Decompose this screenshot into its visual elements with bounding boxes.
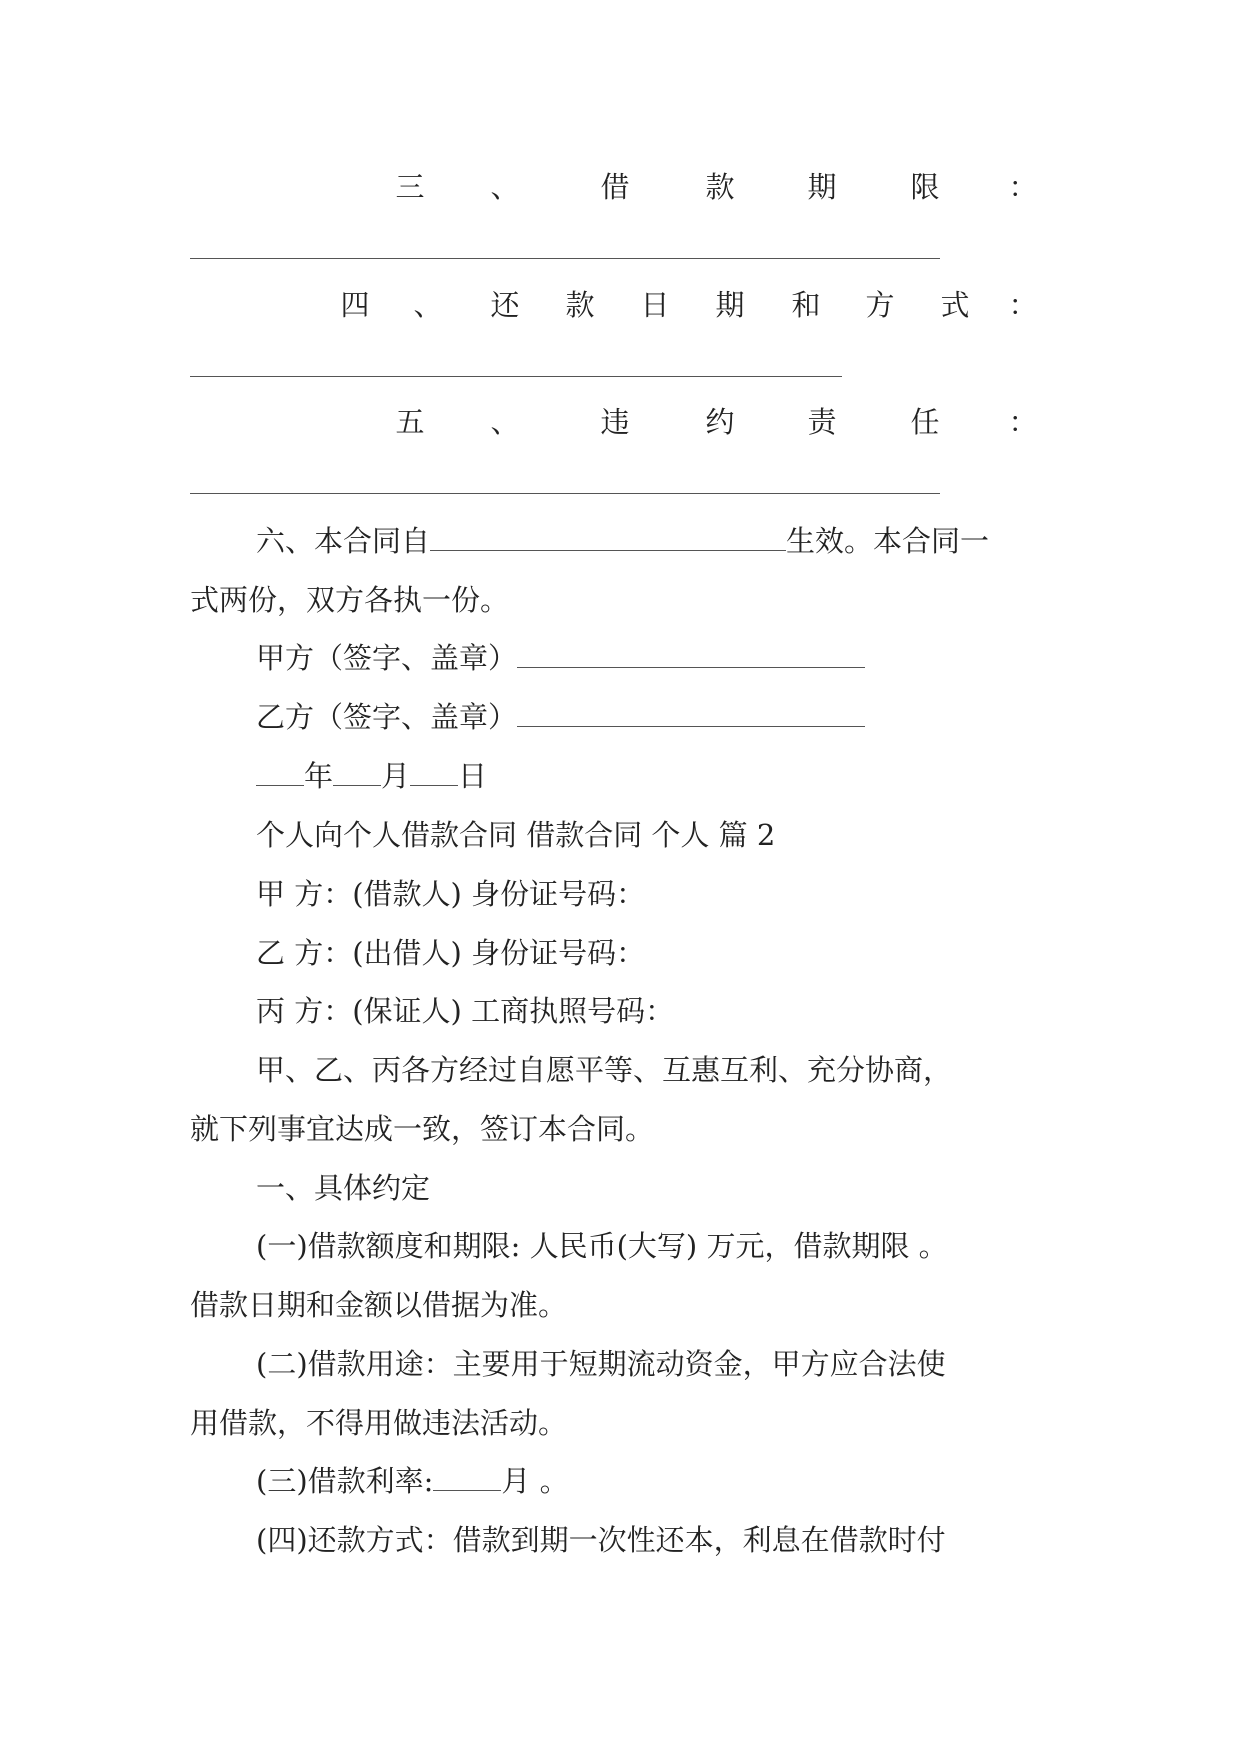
month-blank (333, 759, 381, 786)
s3-char-2: 借 (600, 170, 630, 204)
s4-char-1: 、 (413, 288, 443, 322)
effective-date-blank (430, 524, 786, 551)
s4-char-2: 还 (490, 288, 520, 322)
s4-char-5: 期 (715, 288, 745, 322)
s4-char-6: 和 (791, 288, 821, 322)
item-4-line-1: (四)还款方式：借款到期一次性还本，利息在借款时付 (256, 1523, 946, 1557)
s5-char-5: 任 (910, 405, 940, 439)
s3-char-0: 三 (395, 170, 425, 204)
s5-char-3: 约 (705, 405, 735, 439)
s4-char-7: 方 (865, 288, 895, 322)
s5-char-1: 、 (490, 405, 520, 439)
s5-char-0: 五 (395, 405, 425, 439)
clause-6-line-1: 六、本合同自 生效。本合同一 (256, 524, 990, 558)
s3-char-4: 期 (807, 170, 837, 204)
section-4-blank-line (190, 376, 842, 377)
section-5-blank-line (190, 493, 940, 494)
party-b-info: 乙 方：(出借人) 身份证号码： (256, 936, 646, 970)
intro-line-1: 甲、乙、丙各方经过自愿平等、互惠互利、充分协商， (256, 1053, 953, 1087)
item-3: (三)借款利率: 月 。 (256, 1464, 569, 1498)
s4-char-4: 日 (640, 288, 670, 322)
section-3-blank-line (190, 258, 940, 259)
day-blank (410, 759, 458, 786)
party-b-signature: 乙方（签字、盖章） (0, 689, 1241, 745)
year-blank (256, 759, 304, 786)
party-c-info: 丙 方：(保证人) 工商执照号码： (256, 994, 675, 1028)
s3-char-5: 限 (910, 170, 940, 204)
contract-2-title: 个人向个人借款合同 借款合同 个人 篇 2 (256, 818, 776, 852)
section-3-heading (0, 159, 1241, 215)
s4-char-9: ： (1008, 288, 1038, 322)
party-a-signature-blank (517, 641, 865, 668)
item-1-line-1: (一)借款额度和期限: 人民币(大写) 万元，借款期限 。 (256, 1229, 948, 1263)
intro-line-2: 就下列事宜达成一致，签订本合同。 (190, 1112, 655, 1146)
s4-char-3: 款 (565, 288, 595, 322)
item-2-line-2: 用借款，不得用做违法活动。 (190, 1406, 568, 1440)
signing-date: 年 月 日 (0, 748, 1241, 804)
s3-char-6: ： (1008, 170, 1038, 204)
s5-char-2: 违 (600, 405, 630, 439)
party-b-signature-blank (517, 700, 865, 727)
party-a-info: 甲 方：(借款人) 身份证号码： (256, 877, 646, 911)
item-1-line-2: 借款日期和金额以借据为准。 (190, 1288, 568, 1322)
clause-6-line-2: 式两份，双方各执一份。 (190, 583, 510, 617)
s3-char-3: 款 (705, 170, 735, 204)
item-2-line-1: (二)借款用途：主要用于短期流动资金，甲方应合法使 (256, 1347, 946, 1381)
s4-char-8: 式 (940, 288, 970, 322)
heading-specific-terms: 一、具体约定 (256, 1171, 431, 1205)
s4-char-0: 四 (340, 288, 370, 322)
party-a-signature: 甲方（签字、盖章） (0, 630, 1241, 686)
section-5-heading (0, 394, 1241, 450)
interest-rate-blank (433, 1464, 501, 1491)
s5-char-6: ： (1008, 405, 1038, 439)
section-4-heading (0, 277, 1241, 333)
s5-char-4: 责 (807, 405, 837, 439)
s3-char-1: 、 (490, 170, 520, 204)
